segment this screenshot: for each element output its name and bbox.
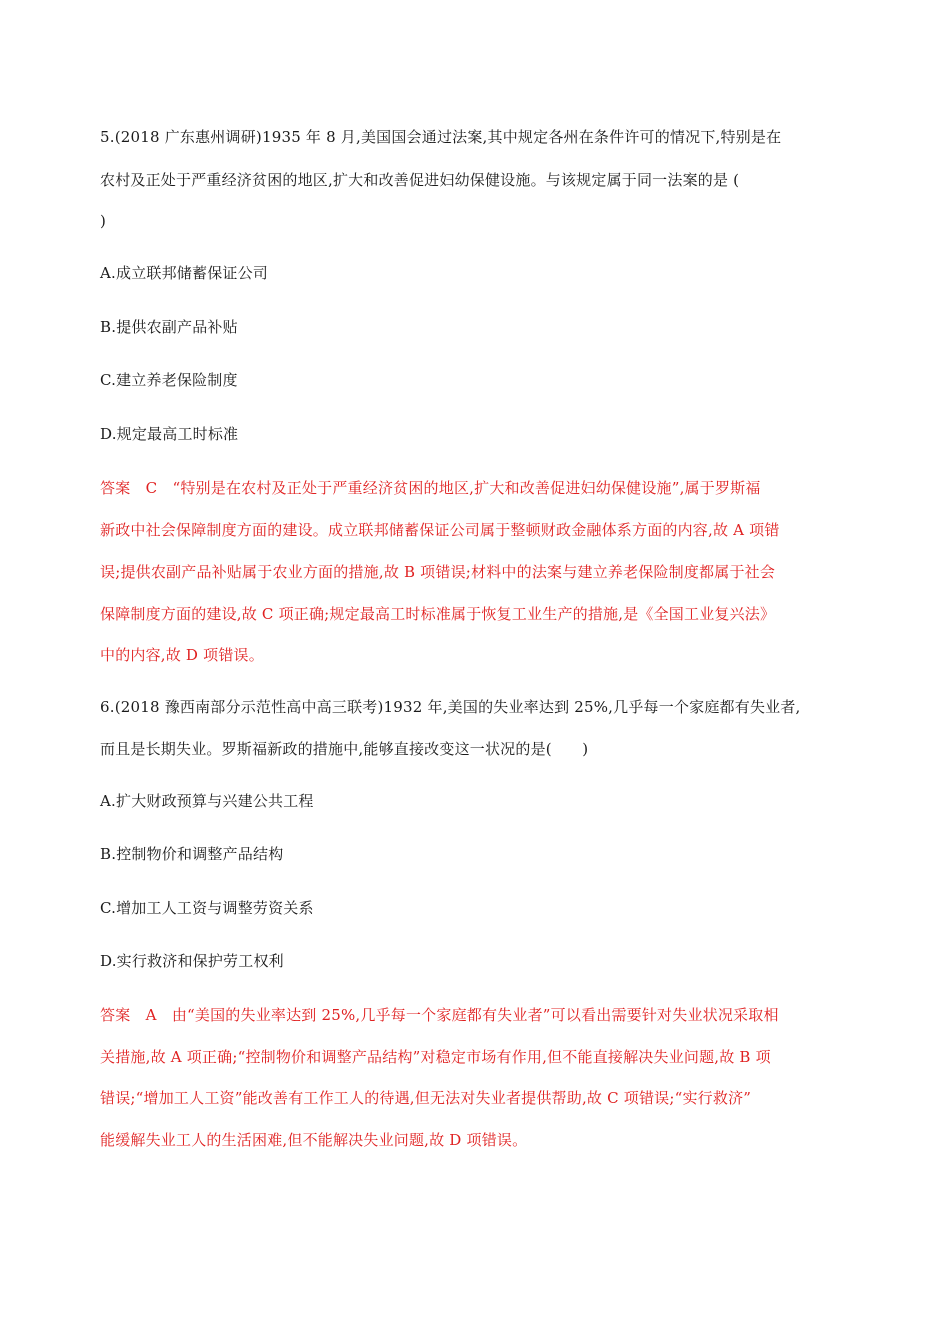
question-6-option-b: B.控制物价和调整产品结构 xyxy=(100,845,284,863)
question-6-option-c: C.增加工人工资与调整劳资关系 xyxy=(100,899,314,917)
question-5-answer-line-1: 答案 C “特别是在农村及正处于严重经济贫困的地区,扩大和改善促进妇幼保健设施”,属于罗斯福 xyxy=(100,479,761,497)
question-6-answer-line-3: 错误;“增加工人工资”能改善有工作工人的待遇,但无法对失业者提供帮助,故 C 项错误;“实行救济” xyxy=(100,1089,752,1107)
question-5-answer-line-4: 保障制度方面的建设,故 C 项正确;规定最高工时标准属于恢复工业生产的措施,是《全国工业复兴法》 xyxy=(100,605,776,623)
question-6-answer-line-4: 能缓解失业工人的生活困难,但不能解决失业问题,故 D 项错误。 xyxy=(100,1131,528,1149)
question-5-stem-line-1: 5.(2018 广东惠州调研)1935 年 8 月,美国国会通过法案,其中规定各州在条件许可的情况下,特别是在 xyxy=(100,128,782,146)
question-6-option-d: D.实行救济和保护劳工权利 xyxy=(100,952,284,970)
question-5-option-d: D.规定最高工时标准 xyxy=(100,425,239,443)
question-6-stem-line-2: 而且是长期失业。罗斯福新政的措施中,能够直接改变这一状况的是( ) xyxy=(100,740,589,758)
question-5-answer-line-5: 中的内容,故 D 项错误。 xyxy=(100,646,264,664)
question-6-answer-line-1: 答案 A 由“美国的失业率达到 25%,几乎每一个家庭都有失业者”可以看出需要针对失业状况采取相 xyxy=(100,1006,779,1024)
question-5-answer-line-2: 新政中社会保障制度方面的建设。成立联邦储蓄保证公司属于整顿财政金融体系方面的内容,故 A 项错 xyxy=(100,521,780,539)
question-6-answer-line-2: 关措施,故 A 项正确;“控制物价和调整产品结构”对稳定市场有作用,但不能直接解决失业问题,故 B 项 xyxy=(100,1048,771,1066)
question-5-option-b: B.提供农副产品补贴 xyxy=(100,318,238,336)
question-5-option-c: C.建立养老保险制度 xyxy=(100,371,238,389)
question-5-stem-line-3: ) xyxy=(100,212,107,230)
question-6-stem-line-1: 6.(2018 豫西南部分示范性高中高三联考)1932 年,美国的失业率达到 25%,几乎每一个家庭都有失业者, xyxy=(100,698,801,716)
question-5-stem-line-2: 农村及正处于严重经济贫困的地区,扩大和改善促进妇幼保健设施。与该规定属于同一法案的是 ( xyxy=(100,171,740,189)
question-5-answer-line-3: 误;提供农副产品补贴属于农业方面的措施,故 B 项错误;材料中的法案与建立养老保险制度都属于社会 xyxy=(100,563,776,581)
question-5-option-a: A.成立联邦储蓄保证公司 xyxy=(100,264,269,282)
question-6-option-a: A.扩大财政预算与兴建公共工程 xyxy=(100,792,314,810)
